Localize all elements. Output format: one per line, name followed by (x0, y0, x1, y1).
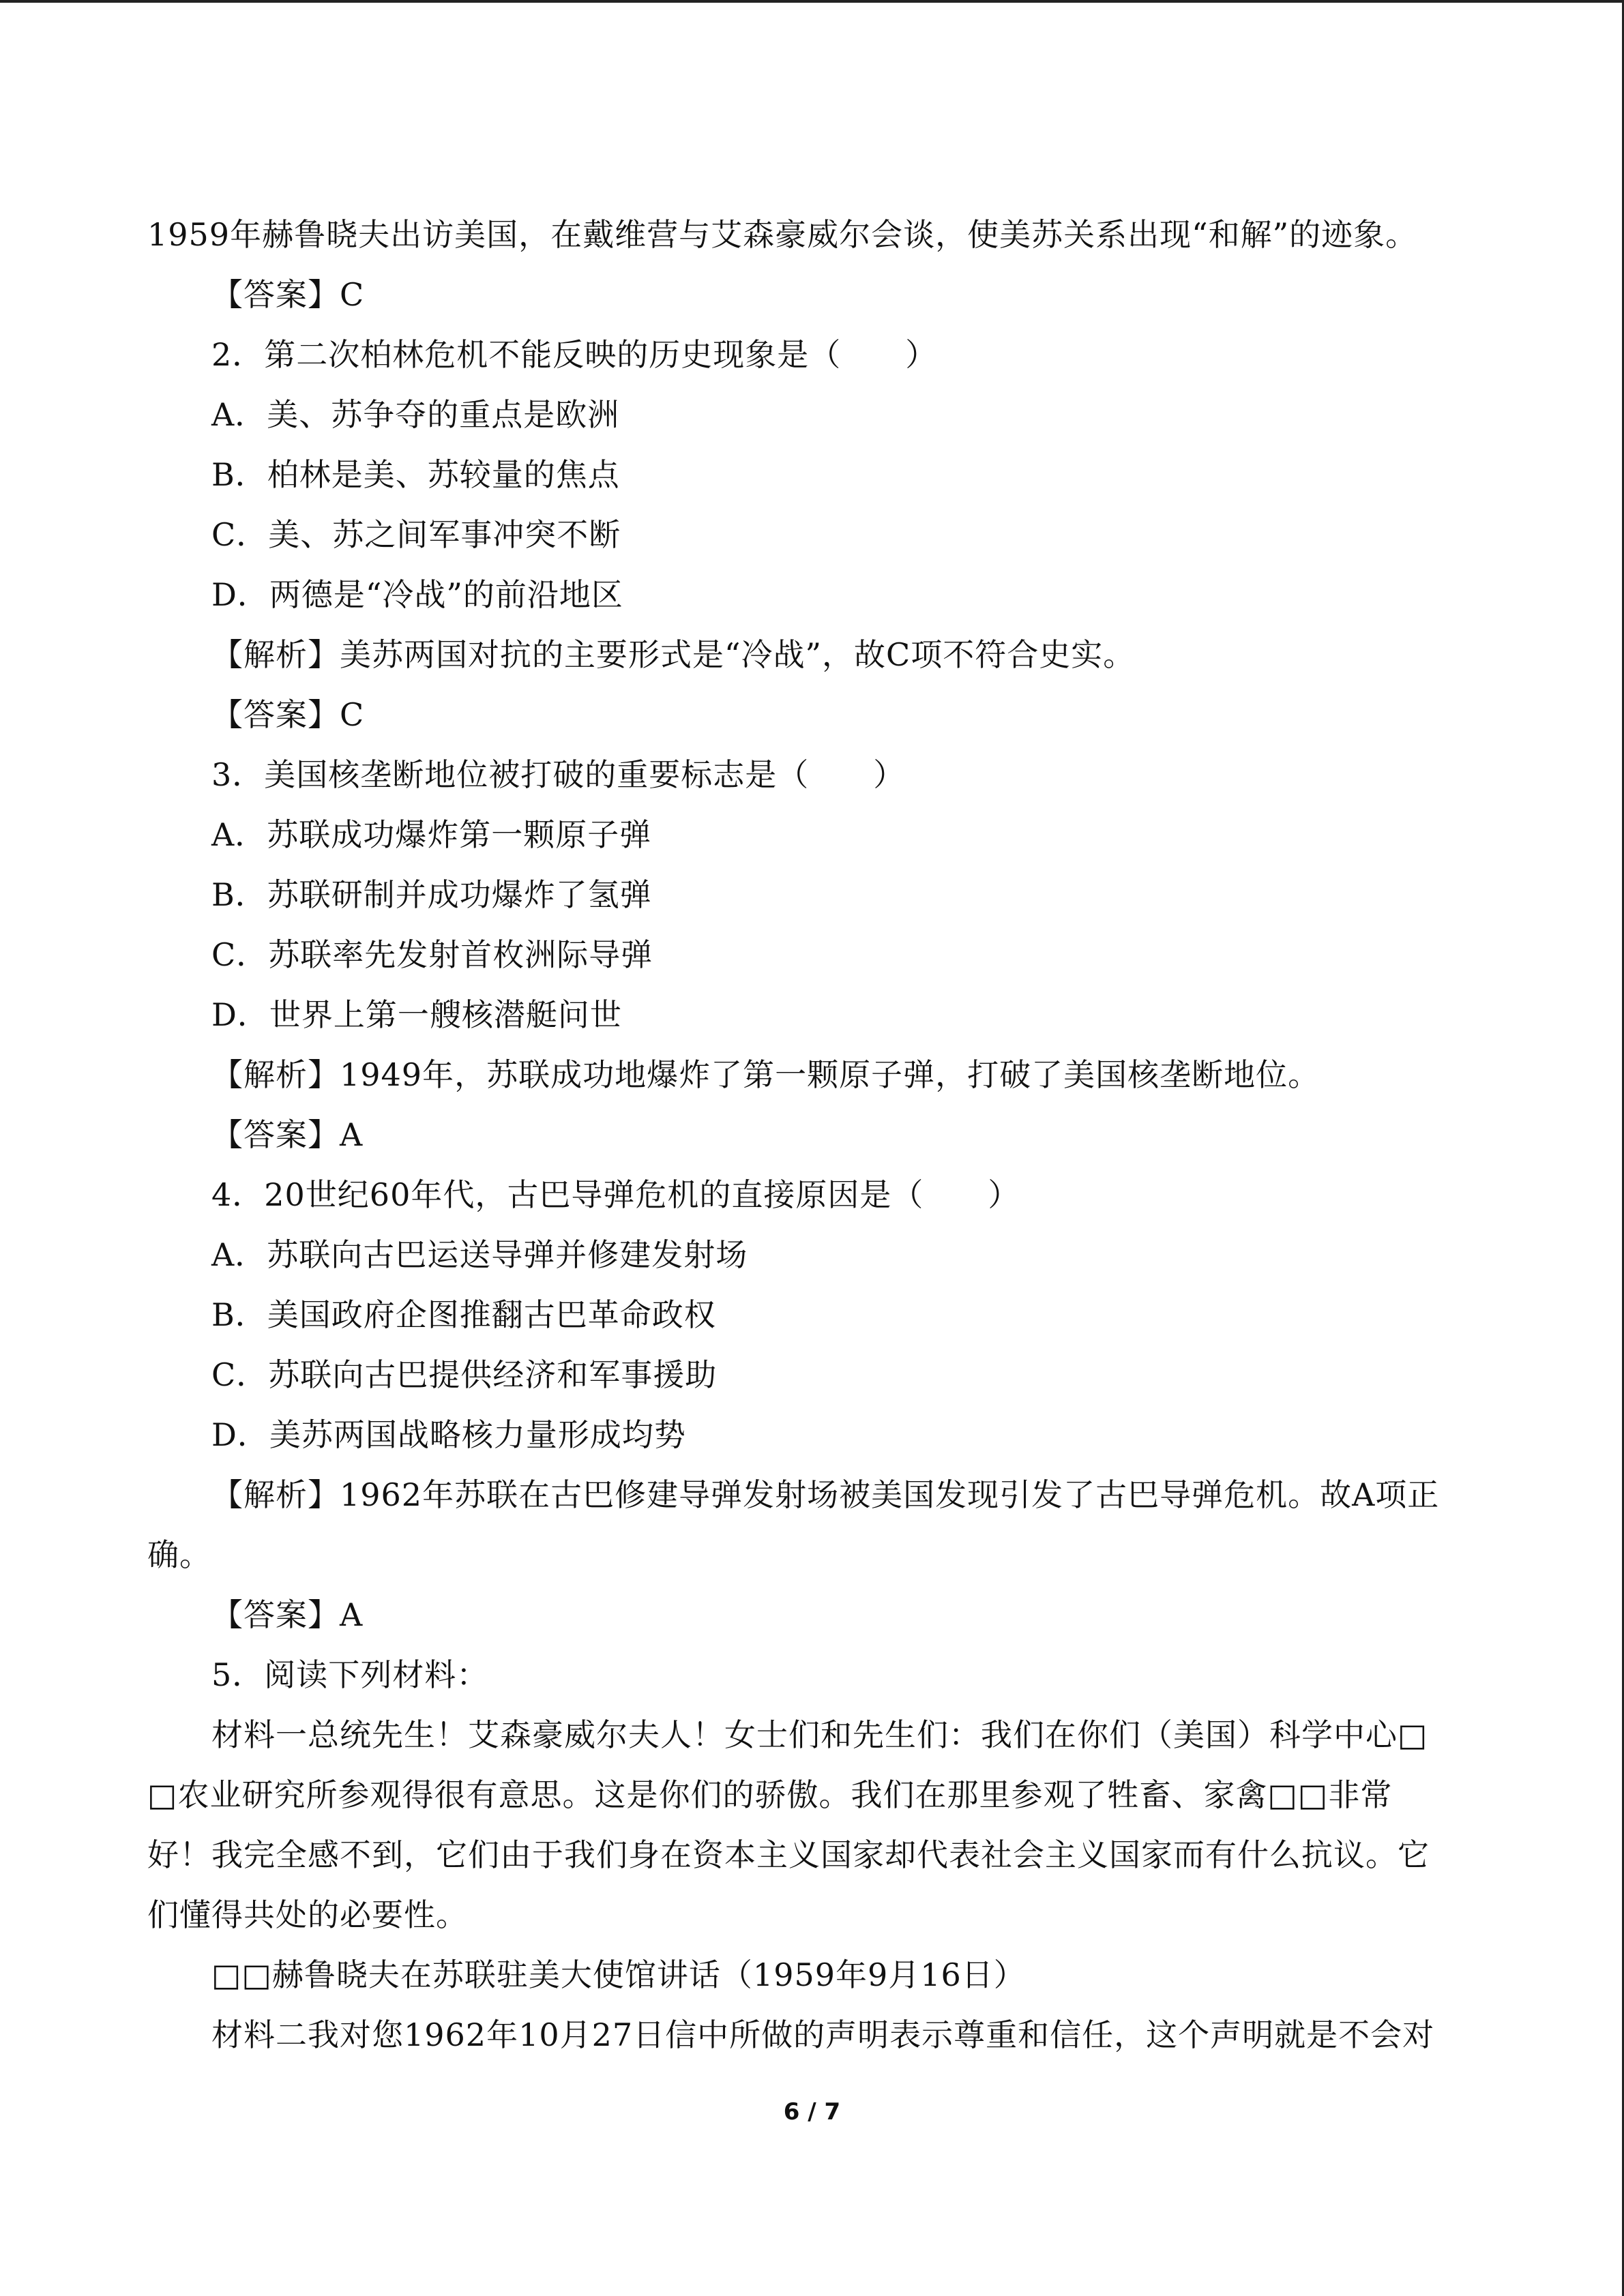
option-a: A．美、苏争夺的重点是欧洲 (211, 396, 620, 433)
option-b: B．美国政府企图推翻古巴革命政权 (211, 1296, 716, 1333)
material-1-line: 材料一总统先生！艾森豪威尔夫人！女士们和先生们：我们在你们（美国）科学中心□ (211, 1716, 1428, 1753)
answer-line: 【答案】A (211, 1596, 364, 1633)
analysis-line-continued: 确。 (147, 1536, 211, 1573)
material-1-source: □□赫鲁晓夫在苏联驻美大使馆讲话（1959年9月16日） (211, 1956, 1026, 1993)
answer-line: 【答案】A (211, 1116, 364, 1153)
option-d: D．两德是“冷战”的前沿地区 (211, 576, 623, 613)
option-c: C．苏联向古巴提供经济和军事援助 (211, 1356, 718, 1393)
answer-line: 【答案】C (211, 696, 365, 733)
page-top-border (0, 0, 1624, 3)
option-d: D．美苏两国战略核力量形成均势 (211, 1416, 686, 1453)
page-number: 6 / 7 (783, 2098, 841, 2126)
material-1-line: □农业研究所参观得很有意思。这是你们的骄傲。我们在那里参观了牲畜、家禽□□非常 (147, 1776, 1393, 1813)
option-c: C．美、苏之间军事冲突不断 (211, 516, 621, 553)
analysis-line: 【解析】美苏两国对抗的主要形式是“冷战”，故C项不符合史实。 (211, 636, 1136, 673)
question-5: 5．阅读下列材料： (211, 1656, 489, 1693)
answer-line: 【答案】C (211, 276, 365, 313)
question-4: 4．20世纪60年代，古巴导弹危机的直接原因是（ ） (211, 1176, 1020, 1213)
option-a: A．苏联向古巴运送导弹并修建发射场 (211, 1236, 748, 1273)
option-c: C．苏联率先发射首枚洲际导弹 (211, 936, 653, 973)
material-1-line: 们懂得共处的必要性。 (147, 1896, 468, 1933)
option-d: D．世界上第一艘核潜艇问世 (211, 996, 622, 1033)
option-b: B．柏林是美、苏较量的焦点 (211, 456, 620, 493)
analysis-line: 【解析】1949年，苏联成功地爆炸了第一颗原子弹，打破了美国核垄断地位。 (211, 1056, 1320, 1093)
text-line: 1959年赫鲁晓夫出访美国，在戴维营与艾森豪威尔会谈，使美苏关系出现“和解”的迹象。 (147, 216, 1418, 253)
option-a: A．苏联成功爆炸第一颗原子弹 (211, 816, 652, 853)
material-2-line: 材料二我对您1962年10月27日信中所做的声明表示尊重和信任，这个声明就是不会对 (211, 2016, 1435, 2053)
option-b: B．苏联研制并成功爆炸了氢弹 (211, 876, 652, 913)
question-2: 2．第二次柏林危机不能反映的历史现象是（ ） (211, 336, 938, 373)
analysis-line: 【解析】1962年苏联在古巴修建导弹发射场被美国发现引发了古巴导弹危机。故A项正 (211, 1476, 1440, 1513)
question-3: 3．美国核垄断地位被打破的重要标志是（ ） (211, 756, 906, 793)
material-1-line: 好！我完全感不到，它们由于我们身在资本主义国家却代表社会主义国家而有什么抗议。它 (147, 1836, 1430, 1873)
